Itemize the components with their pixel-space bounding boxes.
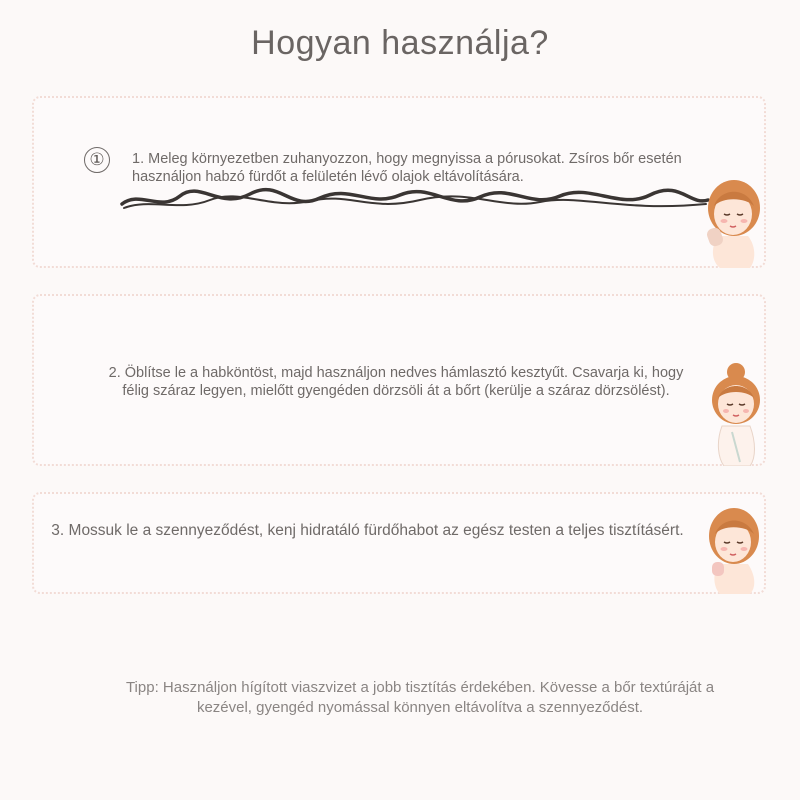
- girl-avatar-icon: [700, 176, 764, 268]
- step-3-text: 3. Mossuk le a szennyeződést, kenj hidratáló fürdőhabot az egész testen a teljes tisztításért.: [51, 522, 684, 539]
- girl-avatar-icon: [706, 362, 764, 466]
- scribble-decoration: [120, 186, 710, 214]
- step-2-text: 2. Öblítse le a habköntöst, majd használjon nedves hámlasztó kesztyűt. Csavarja ki, hogy félig száraz legyen, mielőtt gyengéden dörzsöli át a bőrt (kerülje a száraz dörzsölést).: [108, 365, 684, 399]
- step-card-3: [32, 492, 766, 594]
- tip-text: Tipp: Használjon hígított viaszvizet a jobb tisztítás érdekében. Kövesse a bőr textúráját a kezével, gyengéd nyomással könnyen eltávolítva a szennyeződést.: [125, 679, 715, 716]
- girl-avatar-icon: [702, 504, 762, 594]
- step-1-text: 1. Meleg környezetben zuhanyozzon, hogy megnyissa a pórusokat. Zsíros bőr esetén használjon habzó fürdőt a felületén lévő olajok eltávolítására.: [132, 151, 682, 185]
- step-1-number: ①: [84, 147, 110, 173]
- page-title: Hogyan használja?: [251, 24, 549, 62]
